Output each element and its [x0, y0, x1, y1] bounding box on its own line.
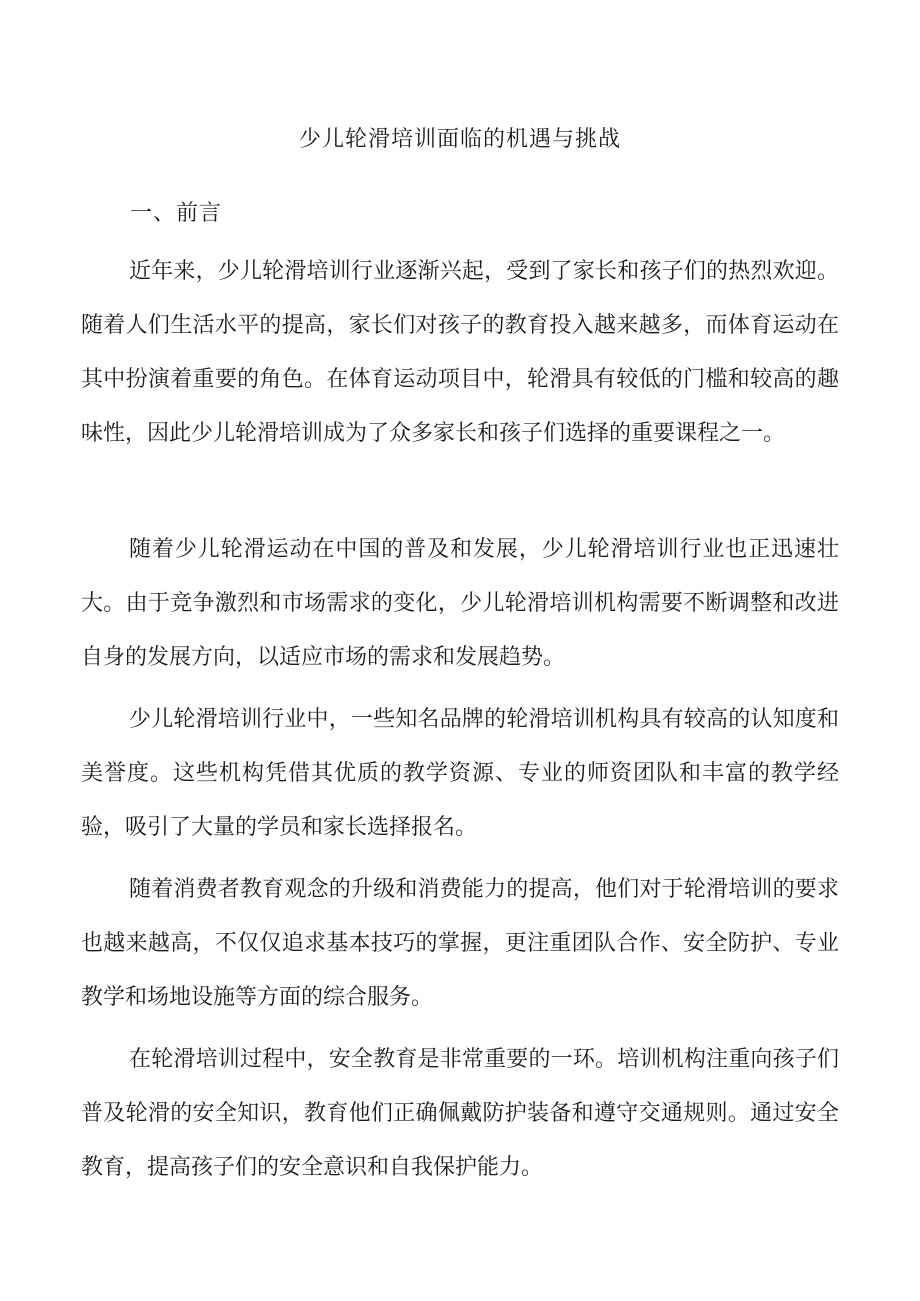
- paragraph: 在轮滑培训过程中，安全教育是非常重要的一环。培训机构注重向孩子们普及轮滑的安全知识，教育他们正确佩戴防护装备和遵守交通规则。通过安全教育，提高孩子们的安全意识和自我保护能力。: [81, 1047, 839, 1180]
- section-heading: 一、前言: [130, 201, 223, 226]
- paragraph: 近年来，少儿轮滑培训行业逐渐兴起，受到了家长和孩子们的热烈欢迎。随着人们生活水平的提高，家长们对孩子的教育投入越来越多，而体育运动在其中扮演着重要的角色。在体育运动项目中，轮滑具有较低的门槛和较高的趣味性，因此少儿轮滑培训成为了众多家长和孩子们选择的重要课程之一。: [81, 259, 839, 446]
- document-title: 少儿轮滑培训面临的机遇与挑战: [298, 127, 621, 152]
- paragraph: 少儿轮滑培训行业中，一些知名品牌的轮滑培训机构具有较高的认知度和美誉度。这些机构凭借其优质的教学资源、专业的师资团队和丰富的教学经验，吸引了大量的学员和家长选择报名。: [81, 707, 839, 840]
- paragraph: 随着少儿轮滑运动在中国的普及和发展，少儿轮滑培训行业也正迅速壮大。由于竞争激烈和市场需求的变化，少儿轮滑培训机构需要不断调整和改进自身的发展方向，以适应市场的需求和发展趋势。: [81, 537, 839, 670]
- paragraph: 随着消费者教育观念的升级和消费能力的提高，他们对于轮滑培训的要求也越来越高，不仅仅追求基本技巧的掌握，更注重团队合作、安全防护、专业教学和场地设施等方面的综合服务。: [81, 877, 839, 1010]
